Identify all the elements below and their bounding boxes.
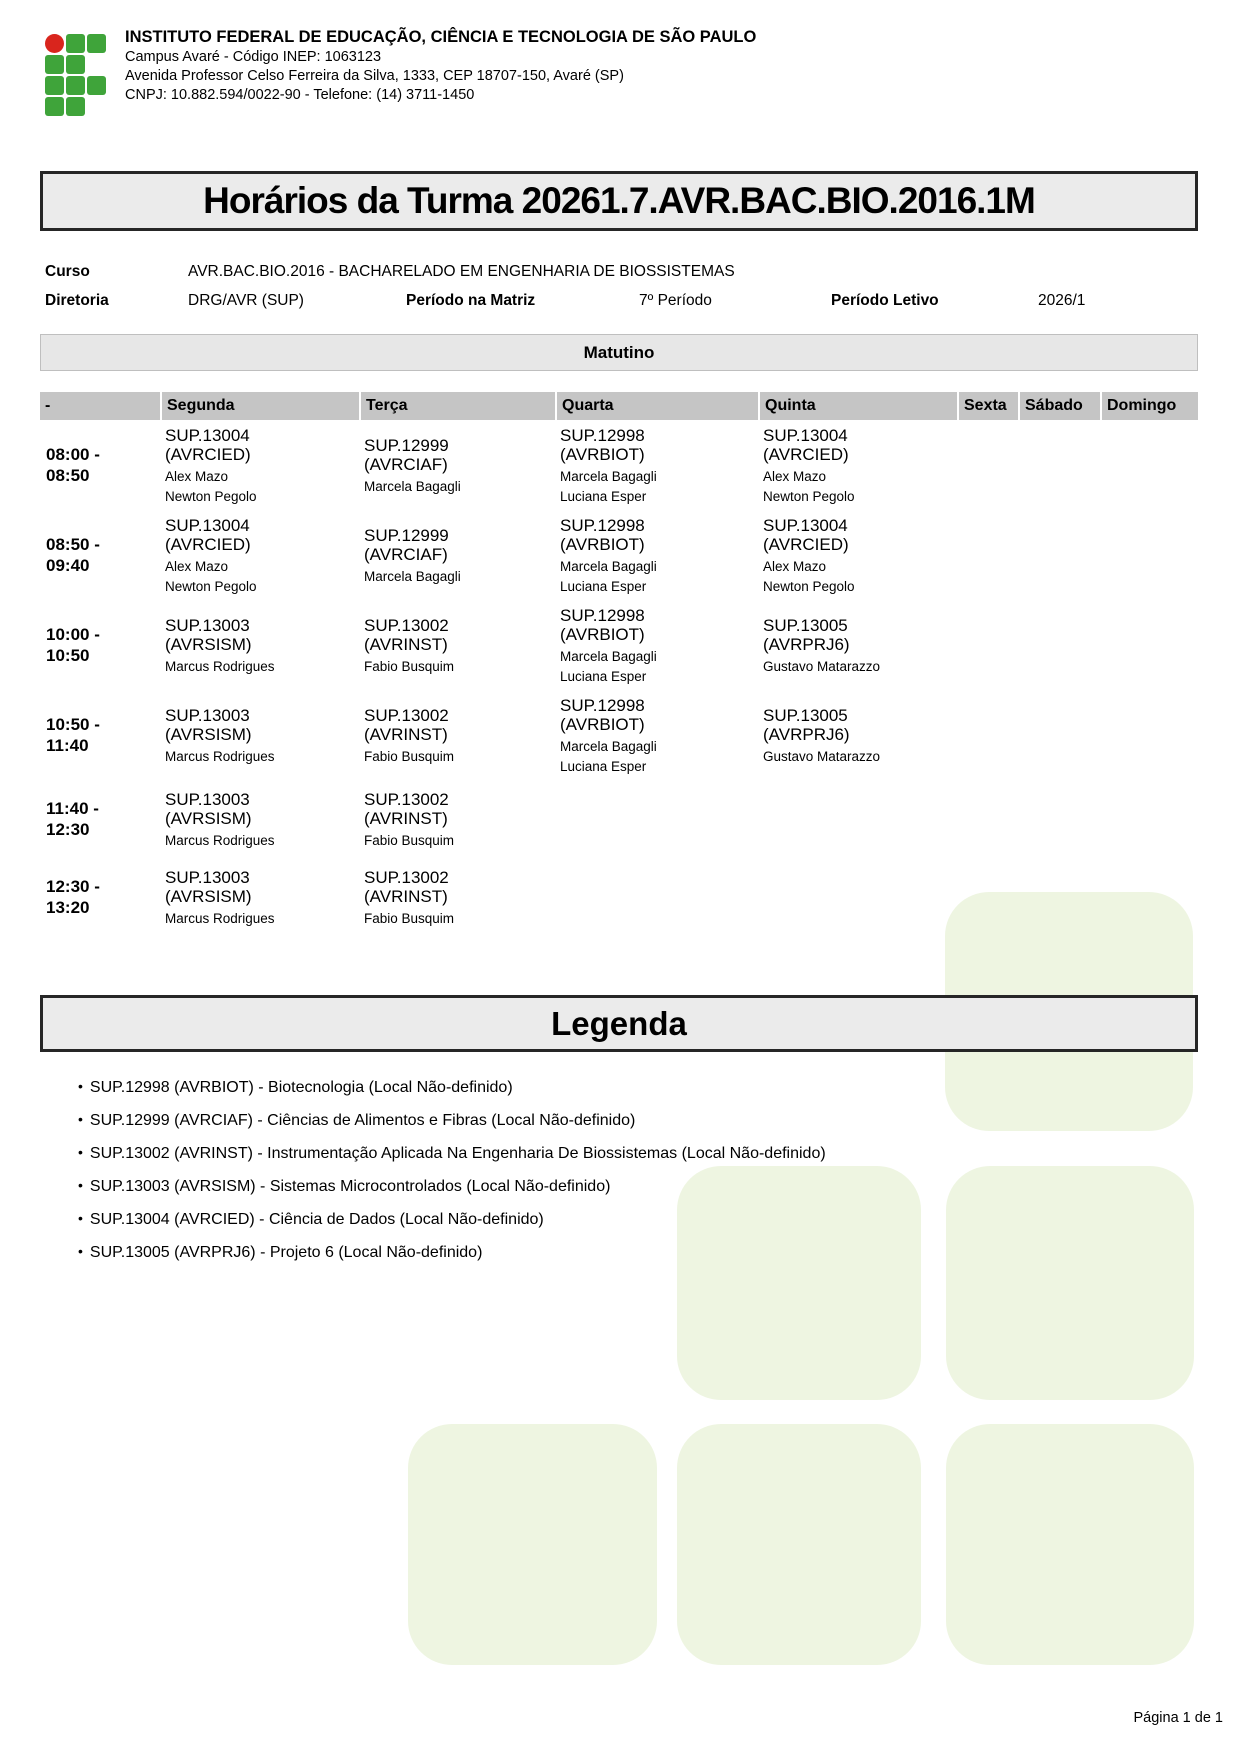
logo-circle-icon [45,34,64,53]
page-number: Página 1 de 1 [1133,1710,1223,1726]
empty-cell [957,510,1018,600]
table-row [40,420,1198,510]
periodo-matriz-value: 7º Período [639,292,712,309]
schedule-table [40,392,1198,936]
empty-cell [555,780,758,858]
time-cell: 08:50 - 09:40 [46,535,100,575]
table-row [40,858,1198,936]
class-cell: SUP.12998 (AVRBIOT) Marcela Bagagli Luciana Esper [560,426,657,504]
empty-cell [758,858,957,936]
table-row [40,600,1198,690]
empty-cell [758,780,957,858]
empty-cell [1018,510,1100,600]
legend-list [78,1078,1178,1276]
class-cell: SUP.12998 (AVRBIOT) Marcela Bagagli Luciana Esper [560,696,657,774]
time-cell: 11:40 - 12:30 [46,799,99,839]
class-cell: SUP.13004 (AVRCIED) Alex Mazo Newton Pegolo [763,516,855,594]
class-cell: SUP.13004 (AVRCIED) Alex Mazo Newton Pegolo [165,426,257,504]
col-header-sabado: Sábado [1018,392,1100,420]
cnpj-line: CNPJ: 10.882.594/0022-90 - Telefone: (14) 3711-1450 [125,87,475,103]
periodo-matriz-label: Período na Matriz [406,292,536,309]
class-cell: SUP.13002 (AVRINST) Fabio Busquim [364,706,455,764]
table-row [40,690,1198,780]
logo-square-icon [45,97,64,116]
logo-square-icon [66,76,85,95]
legend-item: • SUP.13003 (AVRSISM) - Sistemas Microcontrolados (Local Não-definido) [78,1177,1178,1196]
class-cell: SUP.13002 (AVRINST) Fabio Busquim [364,616,455,674]
time-cell: 10:50 - 11:40 [46,715,100,755]
class-cell: SUP.13003 (AVRSISM) Marcus Rodrigues [165,616,275,674]
empty-cell [1100,858,1198,936]
legend-item: • SUP.13005 (AVRPRJ6) - Projeto 6 (Local Não-definido) [78,1243,1178,1262]
class-cell: SUP.13003 (AVRSISM) Marcus Rodrigues [165,868,275,926]
col-header-terca: Terça [359,392,555,420]
campus-line: Campus Avaré - Código INEP: 1063123 [125,49,382,65]
empty-cell [1018,780,1100,858]
diretoria-label: Diretoria [45,292,109,309]
col-header-sexta: Sexta [957,392,1018,420]
empty-cell [1018,858,1100,936]
logo-square-icon [87,76,106,95]
col-header-segunda: Segunda [160,392,359,420]
class-cell: SUP.13003 (AVRSISM) Marcus Rodrigues [165,706,275,764]
empty-cell [957,858,1018,936]
legend-item: • SUP.13002 (AVRINST) - Instrumentação Aplicada Na Engenharia De Biossistemas (Local Não-definido) [78,1144,1178,1163]
time-cell: 12:30 - 13:20 [46,877,100,917]
empty-cell [957,600,1018,690]
institution-header [125,26,1105,105]
ifsp-logo [45,34,106,116]
legend-item: • SUP.12998 (AVRBIOT) - Biotecnologia (Local Não-definido) [78,1078,1178,1097]
curso-label: Curso [45,263,90,280]
class-cell: SUP.13003 (AVRSISM) Marcus Rodrigues [165,790,275,848]
class-cell: SUP.13004 (AVRCIED) Alex Mazo Newton Pegolo [763,426,855,504]
empty-cell [957,690,1018,780]
col-header-quinta: Quinta [758,392,957,420]
empty-cell [1100,600,1198,690]
empty-cell [1100,420,1198,510]
title-box [40,171,1198,231]
class-cell: SUP.13005 (AVRPRJ6) Gustavo Matarazzo [763,706,881,764]
logo-gap [87,55,106,74]
diretoria-row [40,292,1198,310]
institution-name: INSTITUTO FEDERAL DE EDUCAÇÃO, CIÊNCIA E TECNOLOGIA DE SÃO PAULO [125,28,757,46]
empty-cell [1100,510,1198,600]
logo-square-icon [45,55,64,74]
empty-cell [1018,420,1100,510]
address-line: Avenida Professor Celso Ferreira da Silva, 1333, CEP 18707-150, Avaré (SP) [125,68,624,84]
col-header-domingo: Domingo [1100,392,1198,420]
col-header-quarta: Quarta [555,392,758,420]
time-cell: 10:00 - 10:50 [46,625,100,665]
col-header-time: - [40,392,160,420]
periodo-letivo-label: Período Letivo [831,292,939,309]
table-row [40,780,1198,858]
empty-cell [1018,600,1100,690]
class-cell: SUP.12998 (AVRBIOT) Marcela Bagagli Luciana Esper [560,516,657,594]
logo-square-icon [87,34,106,53]
periodo-letivo-value: 2026/1 [1038,292,1086,309]
legend-item: • SUP.12999 (AVRCIAF) - Ciências de Alimentos e Fibras (Local Não-definido) [78,1111,1178,1130]
class-cell: SUP.13002 (AVRINST) Fabio Busquim [364,790,455,848]
logo-square-icon [66,55,85,74]
empty-cell [1018,690,1100,780]
empty-cell [555,858,758,936]
curso-row [40,263,1198,281]
empty-cell [957,780,1018,858]
legend-title: Legenda [551,1005,687,1042]
class-cell: SUP.12999 (AVRCIAF) Marcela Bagagli [364,526,461,584]
empty-cell [1100,690,1198,780]
time-cell: 08:00 - 08:50 [46,445,100,485]
shift-title: Matutino [40,334,1198,371]
curso-value: AVR.BAC.BIO.2016 - BACHARELADO EM ENGENHARIA DE BIOSSISTEMAS [188,263,735,280]
table-row [40,510,1198,600]
class-cell: SUP.13002 (AVRINST) Fabio Busquim [364,868,455,926]
legend-item: • SUP.13004 (AVRCIED) - Ciência de Dados (Local Não-definido) [78,1210,1178,1229]
empty-cell [1100,780,1198,858]
logo-square-icon [45,76,64,95]
diretoria-value: DRG/AVR (SUP) [188,292,304,309]
schedule-header-row [40,392,1198,420]
class-cell: SUP.12998 (AVRBIOT) Marcela Bagagli Luciana Esper [560,606,657,684]
legend-box [40,995,1198,1052]
logo-square-icon [66,97,85,116]
class-cell: SUP.13005 (AVRPRJ6) Gustavo Matarazzo [763,616,881,674]
class-cell: SUP.12999 (AVRCIAF) Marcela Bagagli [364,436,461,494]
class-cell: SUP.13004 (AVRCIED) Alex Mazo Newton Pegolo [165,516,257,594]
logo-square-icon [66,34,85,53]
empty-cell [957,420,1018,510]
page-title: Horários da Turma 20261.7.AVR.BAC.BIO.2016.1M [203,180,1035,221]
logo-gap [87,97,106,116]
